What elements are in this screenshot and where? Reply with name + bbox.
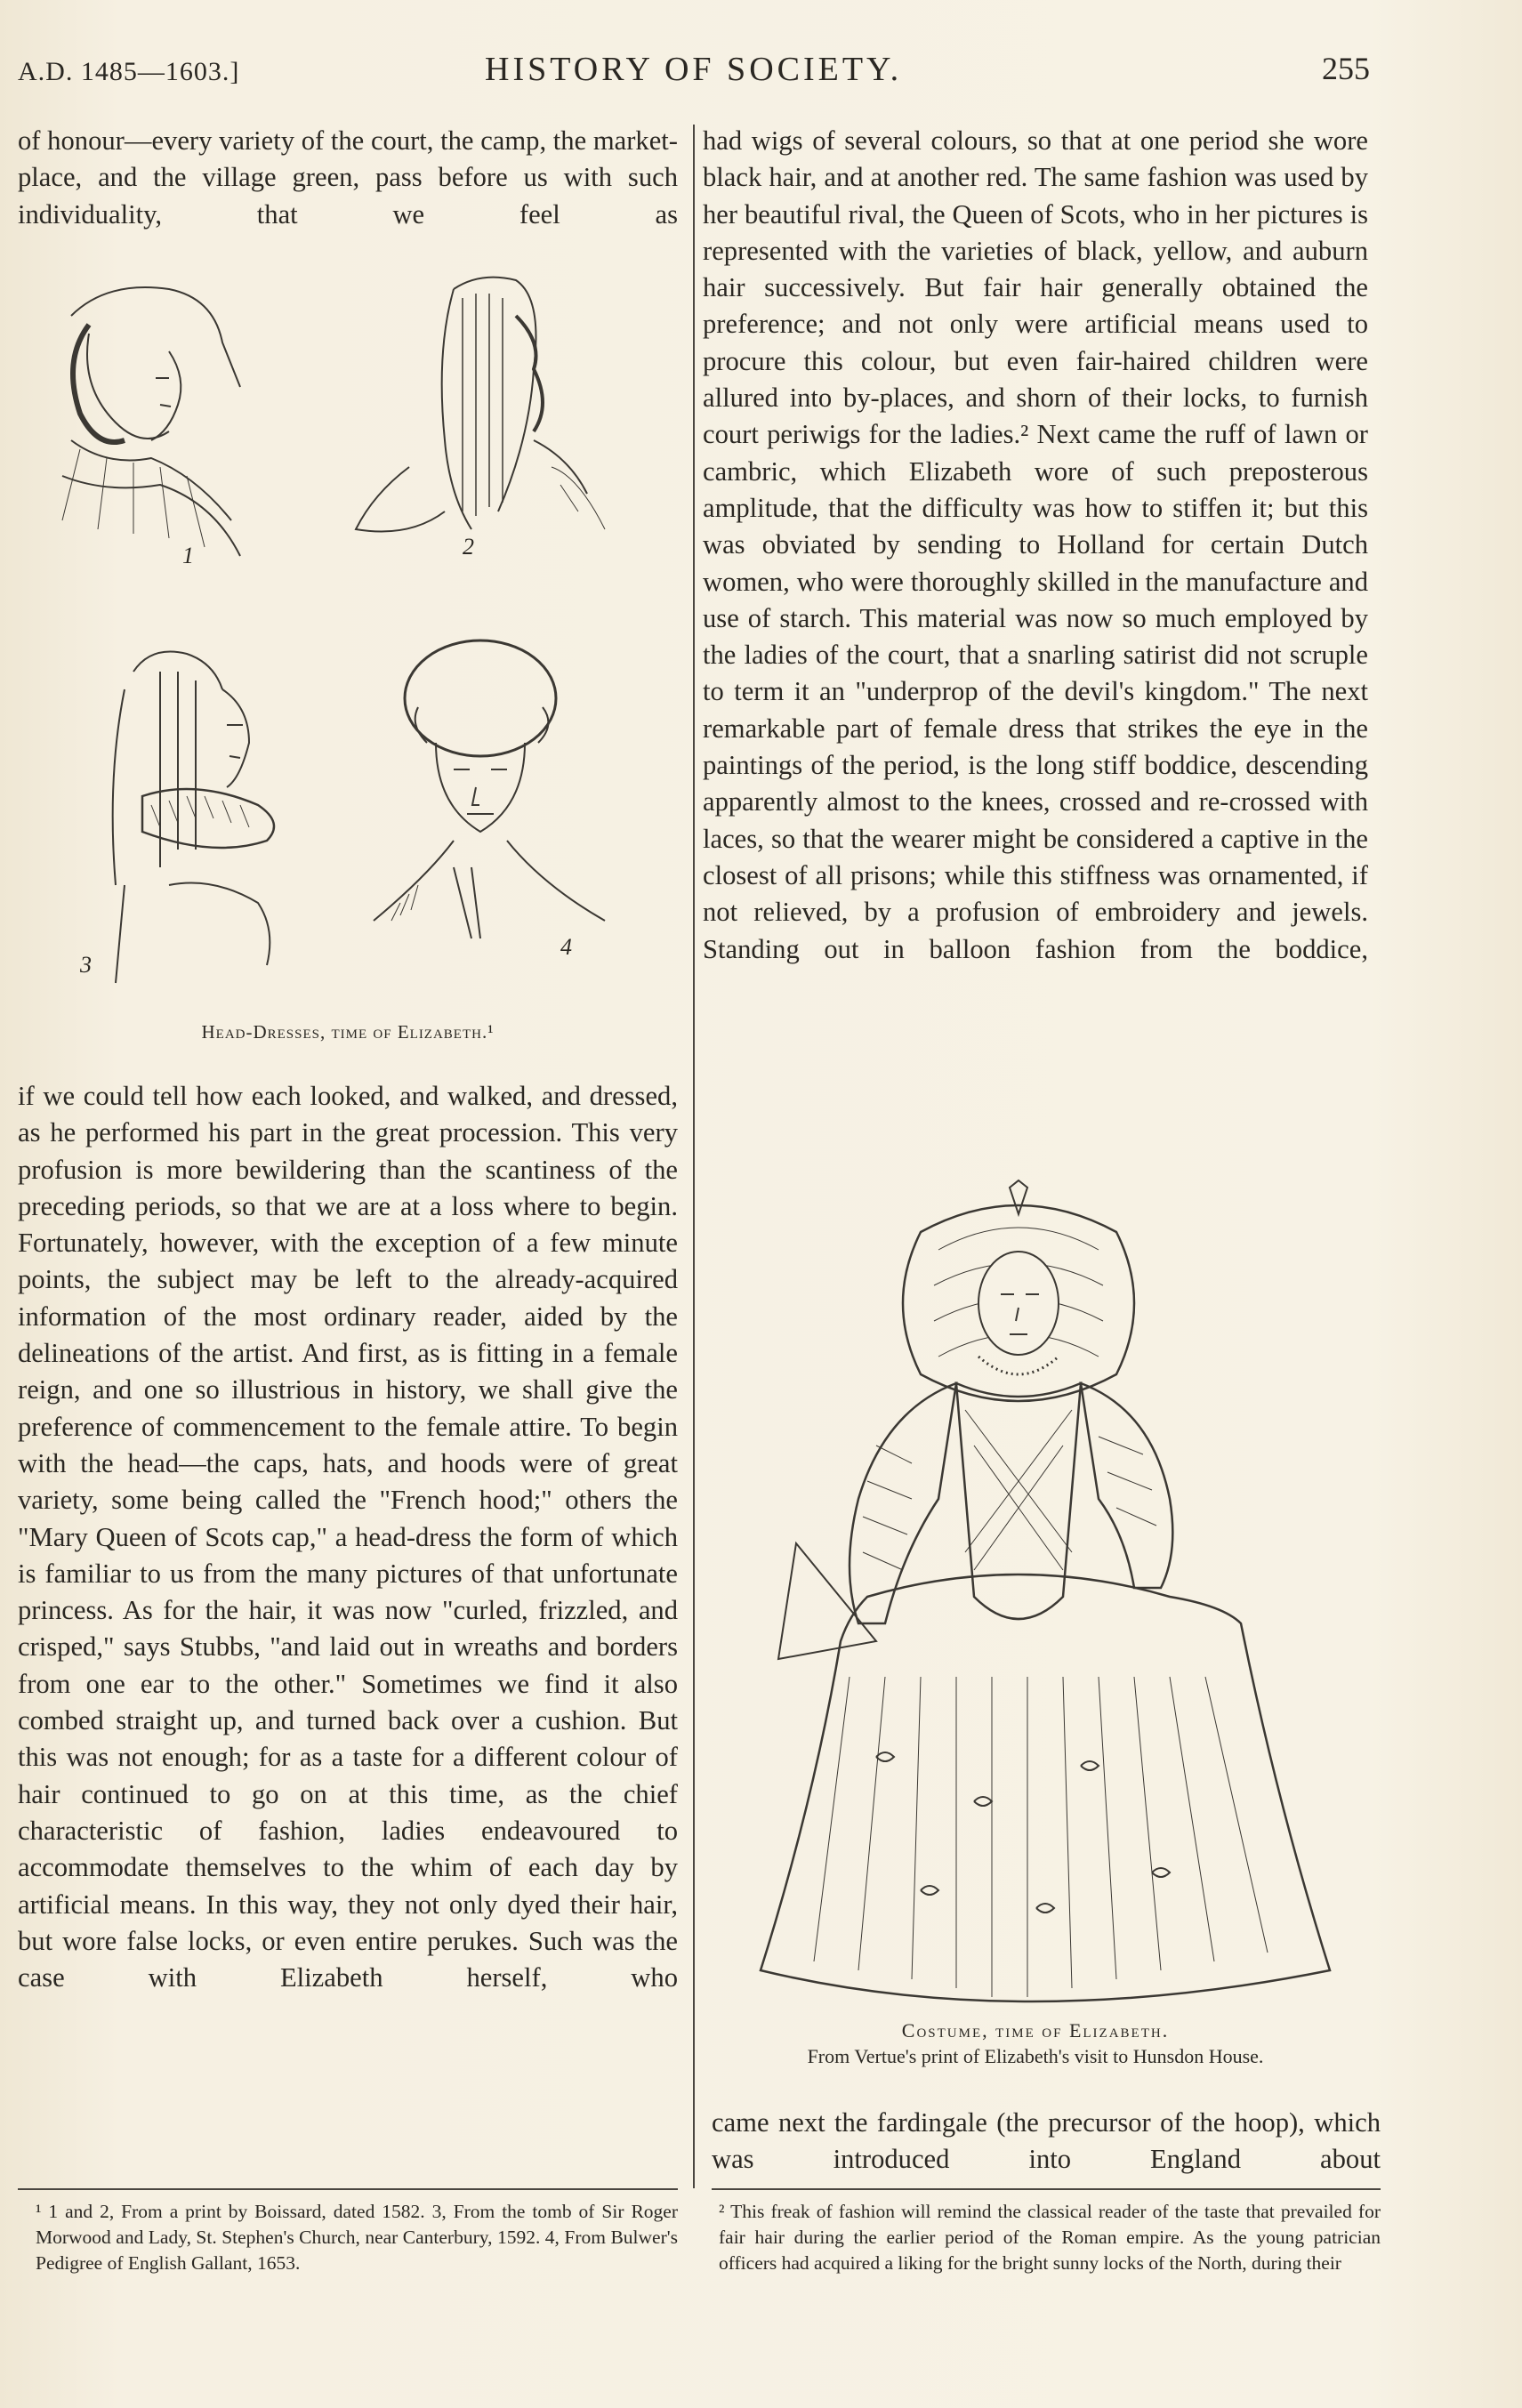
figure-number-1: 1: [182, 543, 194, 568]
date-range: A.D. 1485—1603.]: [18, 57, 240, 86]
head-dresses-illustration: [36, 262, 658, 1001]
left-column-intro: [18, 123, 678, 233]
left-footnote-rule: [18, 2188, 678, 2190]
page-number: 255: [1322, 51, 1370, 86]
costume-illustration: [743, 1179, 1339, 2006]
figure-number-4: 4: [560, 934, 572, 960]
figure-number-2: 2: [463, 534, 474, 560]
right-footnote: [719, 2199, 1381, 2276]
left-column-main: [18, 1078, 678, 1996]
costume-caption-source: From Vertue's print of Elizabeth's visit to Hunsdon House.: [807, 2045, 1264, 2067]
costume-caption: [703, 2017, 1368, 2069]
right-continuation-text: came next the fardingale (the precursor of the hoop), which was introduced into England about: [712, 2107, 1381, 2175]
right-column-main: [703, 123, 1368, 968]
costume-caption-title: Costume, time of Elizabeth.: [901, 2019, 1170, 2042]
left-main-text: if we could tell how each looked, and walked, and dressed, as he performed his part in the great procession. This very profusion is more bewildering than the scantiness of the preceding periods, so that we are at a loss where to begin. Fortunately, however, with the exception of a few minute points, the subject may be left to the already-acquired information of the most ordinary reader, aided by the delineations of the artist. And first, as is fitting in a female reign, and one so illustrious in history, we shall give the preference of commencement to the female attire. To begin with the head—the caps, hats, and hoods were of great variety, some being called the "French hood;" others the "Mary Queen of Scots cap," a head-dress the form of which is familiar to us from the many pictures of that unfortunate princess. As for the hair, it was now "curled, frizzled, and crisped," says Stubbs, "and laid out in wreaths and borders from one ear to the other." Sometimes we find it also combed straight up, and turned back over a cushion. But this was not enough; for as a taste for a different colour of hair continued to go on at this time, as the chief characteristic of fashion, ladies endeavoured to accommodate themselves to the whim of each day by artificial means. In this way, they not only dyed their hair, but wore false locks, or even entire perukes. Such was the case with Elizabeth herself, who: [18, 1081, 678, 1993]
head-dresses-drawing: [36, 262, 658, 1001]
costume-drawing: [743, 1179, 1339, 2006]
running-head: [18, 50, 1370, 94]
right-main-text: had wigs of several colours, so that at one period she wore black hair, and at another red. The same fashion was used by her beautiful rival, the Queen of Scots, who in her pictures is represented with the varieties of black, yellow, and auburn hair successively. But fair hair generally obtained the preference; and not only were artificial means used to procure this colour, but even fair-haired children were allured into by-places, and shorn of their locks, to furnish court periwigs for the ladies.² Next came the ruff of lawn or cambric, which Elizabeth wore of such preposterous amplitude, that the difficulty was how to stiffen it; but this was obviated by sending to Holland for certain Dutch women, who were thoroughly skilled in the manufacture and use of starch. This material was now so much employed by the ladies of the court, that a snarling satirist did not scruple to term it an "underprop of the devil's kingdom." The next remarkable part of female dress that strikes the eye in the paintings of the period, is the long stiff boddice, descending apparently almost to the knees, crossed and re-crossed with laces, so that the wearer might be considered a captive in the closest of all prisons; while this stiffness was ornamented, if not relieved, by a profusion of embroidery and jewels. Standing out in balloon fashion from the boddice,: [703, 125, 1368, 964]
right-footnote-text: ² This freak of fashion will remind the classical reader of the taste that prevailed for fair hair during the earlier period of the Roman empire. As the young patrician officers had acquired a liking for the bright sunny locks of the North, during their: [719, 2201, 1381, 2274]
left-footnote-text: ¹ 1 and 2, From a print by Boissard, dated 1582. 3, From the tomb of Sir Roger Morwood and Lady, St. Stephen's Church, near Canterbury, 1592. 4, From Bulwer's Pedigree of English Gallant, 1653.: [36, 2201, 678, 2274]
page-title: HISTORY OF SOCIETY.: [485, 51, 903, 88]
head-dresses-caption: Head-Dresses, time of Elizabeth.¹: [201, 1021, 495, 1043]
column-divider: [693, 125, 695, 2188]
figure-number-3: 3: [80, 952, 92, 978]
right-column-continuation: [712, 2105, 1381, 2178]
left-intro-text: of honour—every variety of the court, the camp, the market-place, and the village green, pass before us with such individuality, that we feel as: [18, 125, 678, 230]
right-footnote-rule: [712, 2188, 1381, 2190]
left-footnote: [36, 2199, 678, 2276]
